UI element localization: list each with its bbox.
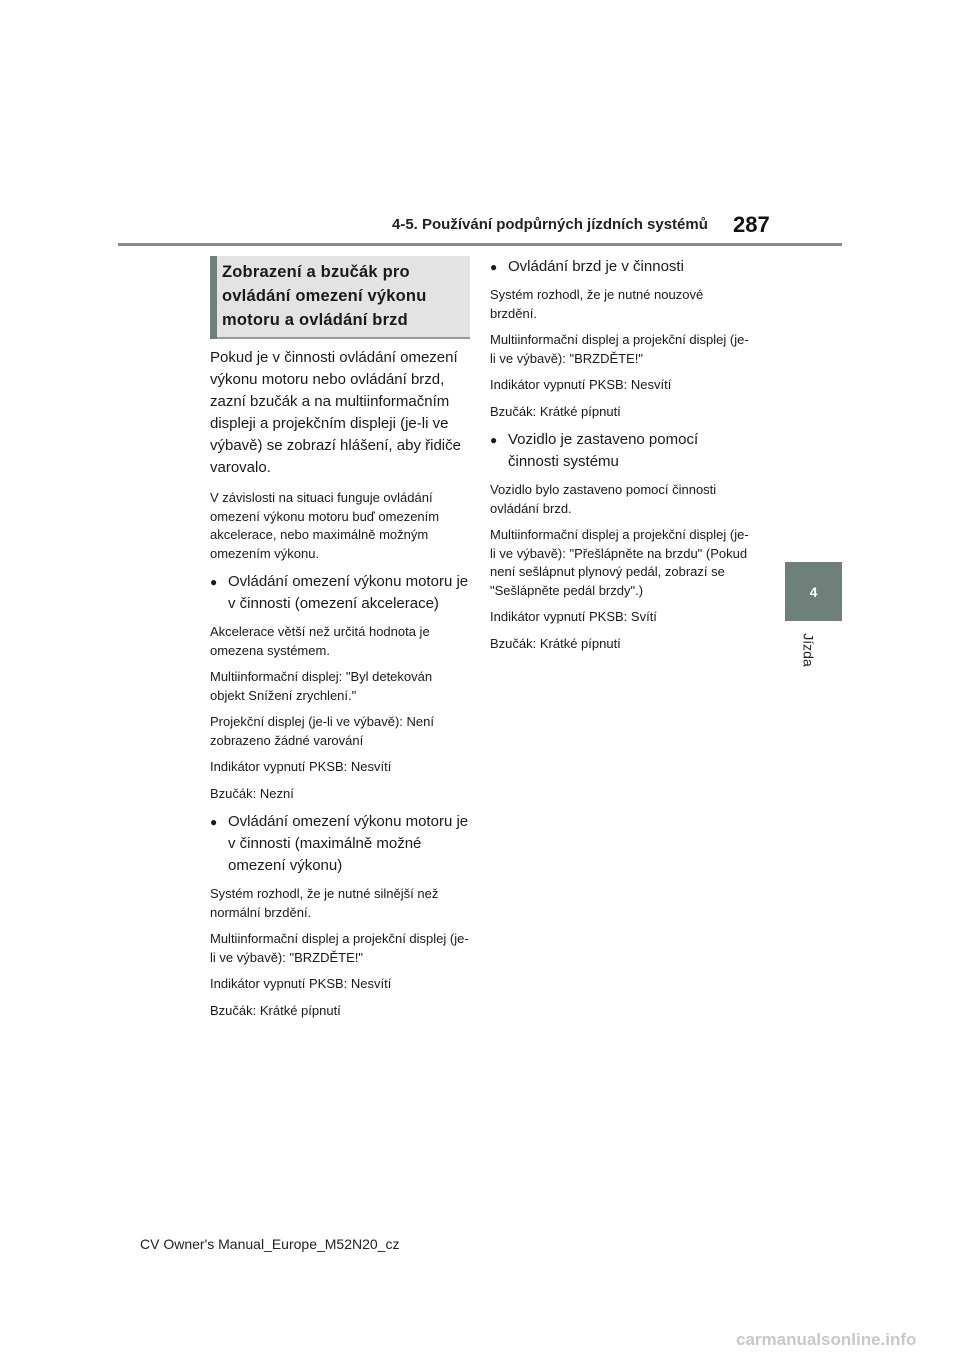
detail-line: Indikátor vypnutí PKSB: Nesvítí [210, 976, 392, 991]
intro-paragraph: Pokud je v činnosti ovládání omezení výkonu motoru nebo ovládání brzd, zazní bzučák a na multiinformačním displeji a projekčním displeji (je-li ve výbavě) se zobrazí hlášení, aby řidiče varovalo. [210, 349, 461, 476]
detail-line: Bzučák: Krátké pípnutí [490, 403, 621, 419]
left-column [210, 256, 470, 1028]
section-header-title: 4-5. Používání podpůrných jízdních systémů [392, 216, 708, 233]
page-number: 287 [733, 212, 770, 237]
detail-line: Multiinformační displej a projekční displej (je-li ve výbavě): "BRZDĚTE!" [210, 931, 469, 965]
detail-line: Projekční displej (je-li ve výbavě): Není zobrazeno žádné varování [210, 714, 434, 748]
bullet-heading: ● Ovládání omezení výkonu motoru je v činnosti (maximálně možné omezení výkonu) [210, 811, 470, 877]
note-paragraph: V závislosti na situaci funguje ovládání omezení výkonu motoru buď omezením akcelerace, nebo maximálně možným omezením výkonu. [210, 490, 440, 561]
detail-line: Indikátor vypnutí PKSB: Svítí [490, 609, 657, 624]
chapter-number: 4 [809, 583, 818, 600]
chapter-label-text: Jízda [800, 633, 817, 667]
detail-line: Multiinformační displej: "Byl detekován objekt Snížení zrychlení." [210, 669, 433, 703]
section-title: Zobrazení a bzučák pro ovládání omezení výkonu motoru a ovládání brzd [222, 263, 427, 329]
detail-line: Bzučák: Nezní [210, 785, 294, 801]
right-column [490, 256, 750, 661]
detail-line: Vozidlo bylo zastaveno pomocí činnosti ovládání brzd. [490, 482, 717, 516]
detail-line: Systém rozhodl, že je nutné silnější než normální brzdění. [210, 886, 439, 920]
footer-manual-id: CV Owner's Manual_Europe_M52N20_cz [140, 1236, 400, 1252]
bullet-heading: ● Ovládání brzd je v činnosti [490, 256, 750, 278]
header-divider [118, 243, 842, 246]
bullet-heading: ● Vozidlo je zastaveno pomocí činnosti systému [490, 429, 750, 473]
watermark: carmanualsonline.info [736, 1330, 917, 1349]
section-heading-box [210, 256, 470, 339]
detail-line: Bzučák: Krátké pípnutí [490, 635, 621, 651]
detail-line: Akcelerace větší než určitá hodnota je omezena systémem. [210, 624, 430, 658]
bullet-heading: ● Ovládání omezení výkonu motoru je v činnosti (omezení akcelerace) [210, 571, 470, 615]
detail-line: Bzučák: Krátké pípnutí [210, 1002, 341, 1018]
detail-line: Multiinformační displej a projekční displej (je-li ve výbavě): "BRZDĚTE!" [490, 332, 749, 366]
detail-line: Systém rozhodl, že je nutné nouzové brzdění. [490, 287, 704, 321]
detail-line: Multiinformační displej a projekční displej (je-li ve výbavě): "Přešlápněte na brzdu" (Pokud není sešlápnut plynový pedál, zobrazí se "Sešlápněte pedál brzdy".) [490, 527, 749, 598]
chapter-side-label [800, 628, 830, 674]
detail-line: Indikátor vypnutí PKSB: Nesvítí [490, 377, 672, 392]
chapter-tab [785, 562, 842, 621]
detail-line: Indikátor vypnutí PKSB: Nesvítí [210, 759, 392, 774]
